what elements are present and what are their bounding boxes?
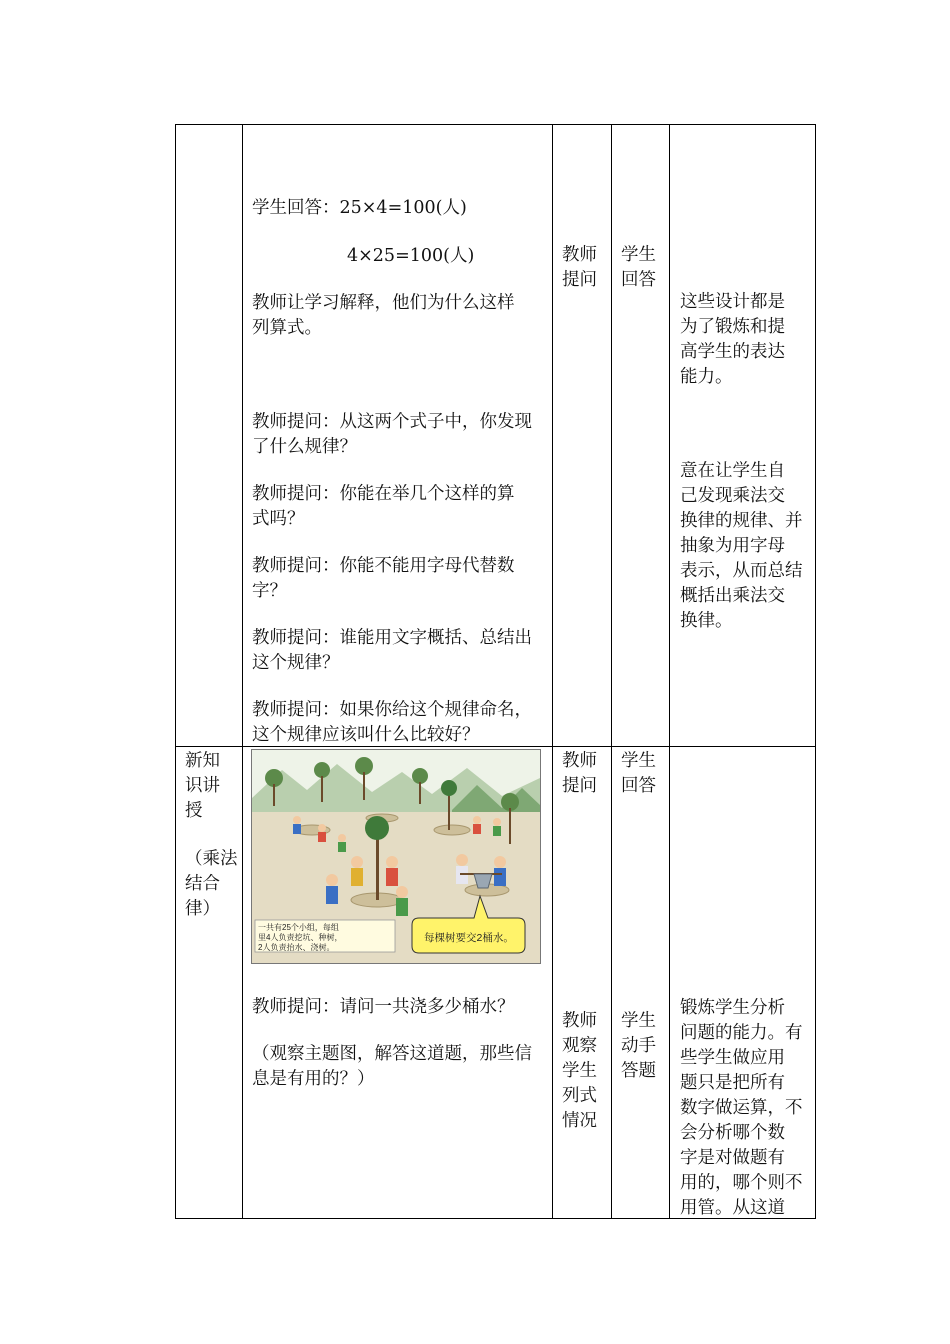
col-border	[175, 124, 176, 1219]
col-border	[669, 124, 670, 1219]
teacher-activity: 教师 提问	[562, 245, 597, 290]
section-label: 新知 识讲 授	[185, 751, 220, 821]
teacher-observe: 教师 观察 学生 列式 情况	[562, 1011, 597, 1131]
question-1: 教师提问：从这两个式子中，你发现 了什么规律？	[252, 412, 532, 457]
student-activity: 学生 回答	[621, 245, 656, 290]
question-2: 教师提问：你能在举几个这样的算 式吗？	[252, 484, 515, 529]
question-4: 教师提问：谁能用文字概括、总结出 这个规律？	[252, 628, 532, 673]
col-border	[815, 124, 816, 1219]
question-5: 教师提问：如果你给这个规律命名， 这个规律应该叫什么比较好？	[252, 700, 532, 745]
answer-line-2: 4×25=100(人)	[347, 246, 475, 266]
col-border	[552, 124, 553, 1219]
design-intent-2: 意在让学生自 己发现乘法交 换律的规律、并 抽象为用字母 表示，从而总结 概括出乘法交 换律。	[680, 461, 803, 631]
illustration-note-line: 里4人负责挖坑、种树，	[258, 933, 343, 942]
question-3: 教师提问：你能不能用字母代替数 字？	[252, 556, 515, 601]
hint-paragraph: （观察主题图，解答这道题，那些信 息是有用的？）	[252, 1044, 532, 1089]
teacher-activity: 教师 提问	[562, 751, 597, 796]
question-water: 教师提问：请问一共浇多少桶水？	[252, 997, 515, 1017]
speech-bubble-text: 每棵树要交2桶水。	[424, 932, 514, 944]
illustration-note-line: 2人负责抬水、浇树。	[258, 943, 335, 952]
section-sublabel: （乘法 结合 律）	[185, 849, 238, 919]
col-border	[242, 124, 243, 1219]
illustration-note-line: 一共有25个小组，每组	[258, 923, 339, 932]
col-border	[611, 124, 612, 1219]
design-intent-1: 这些设计都是 为了锻炼和提 高学生的表达 能力。	[680, 292, 785, 387]
table-top-border	[175, 124, 816, 125]
student-solve: 学生 动手 答题	[621, 1011, 656, 1081]
answer-line-1: 学生回答：25×4=100(人)	[252, 198, 467, 218]
tree-planting-illustration	[251, 749, 541, 964]
design-intent-3: 锻炼学生分析 问题的能力。有 些学生做应用 题只是把所有 数字做运算，不 会分析哪个数 字是对做题有 用的，哪个则不 用管。从这道	[680, 998, 803, 1218]
explain-paragraph: 教师让学习解释，他们为什么这样 列算式。	[252, 293, 515, 338]
student-activity: 学生 回答	[621, 751, 656, 796]
